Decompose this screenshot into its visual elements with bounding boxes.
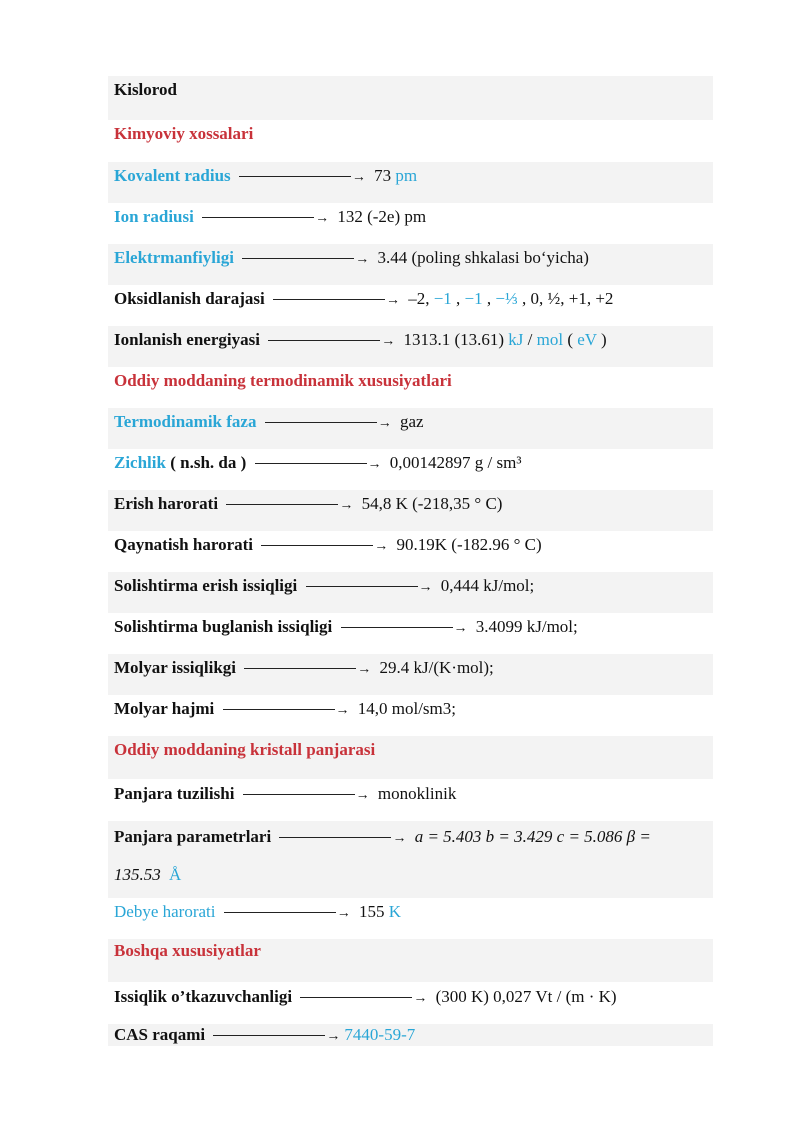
link-covalent-radius[interactable]: Kovalent radius: [114, 166, 231, 185]
ionization-label: Ionlanish energiyasi: [114, 330, 260, 349]
arrow-icon: →: [326, 1029, 341, 1044]
arrow-icon: →: [381, 334, 396, 349]
debye-value: 155: [358, 902, 385, 921]
parameters-line-2: [114, 863, 707, 887]
density-condition: ( n.sh. da ): [170, 453, 247, 472]
open-paren: (: [567, 330, 574, 349]
arrow-icon: →: [336, 906, 351, 921]
molar-heat-value: 29.4 kJ/(K·mol);: [379, 658, 494, 677]
section-other-properties: Boshqa xususiyatlar: [108, 939, 713, 982]
arrow-icon: →: [413, 991, 428, 1006]
oxidation-value-end: , 0, ½, +1, +2: [521, 289, 614, 308]
arrow-icon: →: [355, 788, 370, 803]
parameters-line-1: [114, 825, 707, 851]
row-fusion-heat: [108, 572, 713, 613]
link-pm-unit[interactable]: pm: [395, 166, 418, 185]
row-covalent-radius: [108, 162, 713, 203]
arrow-icon: →: [392, 831, 407, 846]
molar-volume-value: 14,0 mol/sm3;: [357, 699, 456, 718]
link-ev-unit[interactable]: eV: [577, 330, 597, 349]
fusion-heat-value: 0,444 kJ/mol;: [440, 576, 535, 595]
document-page: [108, 76, 713, 1046]
row-lattice-structure: [108, 779, 713, 821]
link-electronegativity[interactable]: Elektrmanfiyligi: [114, 248, 234, 267]
melting-label: Erish harorati: [114, 494, 219, 513]
leader-line: [239, 176, 351, 177]
vapor-heat-value: 3.4099 kJ/mol;: [475, 617, 578, 636]
arrow-icon: →: [418, 580, 433, 595]
link-angstrom-unit[interactable]: Å: [169, 865, 182, 884]
oxidation-separator: ,: [486, 289, 492, 308]
vapor-heat-label: Solishtirma buglanish issiqligi: [114, 617, 333, 636]
arrow-icon: →: [335, 703, 350, 718]
structure-label: Panjara tuzilishi: [114, 784, 235, 803]
link-debye-temperature[interactable]: Debye harorati: [114, 902, 216, 921]
section-thermodynamic: Oddiy moddaning termodinamik xususiyatlari: [114, 371, 452, 390]
leader-line: [255, 463, 367, 464]
arrow-icon: →: [351, 170, 366, 185]
arrow-icon: →: [377, 416, 392, 431]
leader-line: [244, 668, 356, 669]
row-phase: [108, 408, 713, 449]
leader-line: [279, 837, 391, 838]
row-boiling-point: [108, 531, 713, 572]
boiling-label: Qaynatish harorati: [114, 535, 254, 554]
unit-slash: /: [527, 330, 533, 349]
ionization-value: 1313.1 (13.61): [403, 330, 505, 349]
density-value: 0,00142897 g / sm³: [389, 453, 522, 472]
link-kelvin-unit[interactable]: K: [388, 902, 402, 921]
leader-line: [300, 997, 412, 998]
arrow-icon: →: [385, 293, 400, 308]
row-lattice-parameters: [108, 821, 713, 898]
row-molar-heat: [108, 654, 713, 695]
molar-volume-label: Molyar hajmi: [114, 699, 215, 718]
leader-line: [224, 912, 336, 913]
conductivity-value: (300 K) 0,027 Vt / (m · K): [435, 987, 617, 1006]
link-kj-unit[interactable]: kJ: [508, 330, 524, 349]
parameters-values: a = 5.403 b = 3.429 c = 5.086 β =: [414, 827, 651, 846]
row-melting-point: [108, 490, 713, 531]
structure-value: monoklinik: [377, 784, 457, 803]
leader-line: [261, 545, 373, 546]
leader-line: [268, 340, 380, 341]
melting-value: 54,8 K (-218,35 ° C): [361, 494, 503, 513]
electronegativity-value: 3.44 (poling shkalasi bo‘yicha): [377, 248, 589, 267]
arrow-icon: →: [339, 498, 354, 513]
row-thermal-conductivity: [108, 982, 713, 1024]
link-mol-unit[interactable]: mol: [536, 330, 564, 349]
oxidation-value-start: –2,: [408, 289, 430, 308]
leader-line: [213, 1035, 325, 1036]
boiling-value: 90.19K (-182.96 ° C): [396, 535, 542, 554]
arrow-icon: →: [315, 211, 330, 226]
cas-label: CAS raqami: [114, 1025, 206, 1044]
link-oxidation-minus-one-a[interactable]: −1: [433, 289, 452, 308]
leader-line: [273, 299, 385, 300]
arrow-icon: →: [453, 621, 468, 636]
parameters-label: Panjara parametrlari: [114, 827, 272, 846]
arrow-icon: →: [374, 539, 389, 554]
link-oxidation-minus-one-b[interactable]: −1: [464, 289, 483, 308]
row-ionization-energy: [108, 326, 713, 367]
row-oxidation-states: [108, 285, 713, 326]
row-debye-temperature: [108, 898, 713, 939]
leader-line: [265, 422, 377, 423]
row-vaporization-heat: [108, 613, 713, 654]
oxidation-label: Oksidlanish darajasi: [114, 289, 265, 308]
link-thermodynamic-phase[interactable]: Termodinamik faza: [114, 412, 257, 431]
parameters-beta-value: 135.53: [114, 865, 161, 884]
close-paren: ): [601, 330, 607, 349]
phase-value: gaz: [399, 412, 424, 431]
arrow-icon: →: [367, 457, 382, 472]
leader-line: [243, 794, 355, 795]
leader-line: [341, 627, 453, 628]
leader-line: [306, 586, 418, 587]
section-crystal-lattice: Oddiy moddaning kristall panjarasi: [108, 736, 713, 779]
conductivity-label: Issiqlik o’tkazuvchanligi: [114, 987, 293, 1006]
row-cas-number: [108, 1024, 713, 1046]
row-electronegativity: [108, 244, 713, 285]
fusion-heat-label: Solishtirma erish issiqligi: [114, 576, 298, 595]
link-oxidation-minus-third[interactable]: −⅓: [495, 289, 518, 308]
leader-line: [242, 258, 354, 259]
covalent-radius-value: 73: [374, 166, 392, 185]
arrow-icon: →: [357, 662, 372, 677]
row-ion-radius: [108, 203, 713, 244]
leader-line: [226, 504, 338, 505]
row-density: [108, 449, 713, 490]
ion-radius-value: 132 (-2e) pm: [337, 207, 427, 226]
link-density[interactable]: Zichlik: [114, 453, 166, 472]
link-ion-radius[interactable]: Ion radiusi: [114, 207, 194, 226]
molar-heat-label: Molyar issiqlikgi: [114, 658, 237, 677]
oxidation-separator: ,: [456, 289, 461, 308]
arrow-icon: →: [355, 252, 370, 267]
leader-line: [202, 217, 314, 218]
section-chemical-properties: Kimyoviy xossalari: [114, 124, 254, 143]
link-cas-number[interactable]: 7440-59-7: [344, 1025, 416, 1044]
row-molar-volume: [108, 695, 713, 736]
leader-line: [223, 709, 335, 710]
document-title: Kislorod: [108, 76, 713, 120]
